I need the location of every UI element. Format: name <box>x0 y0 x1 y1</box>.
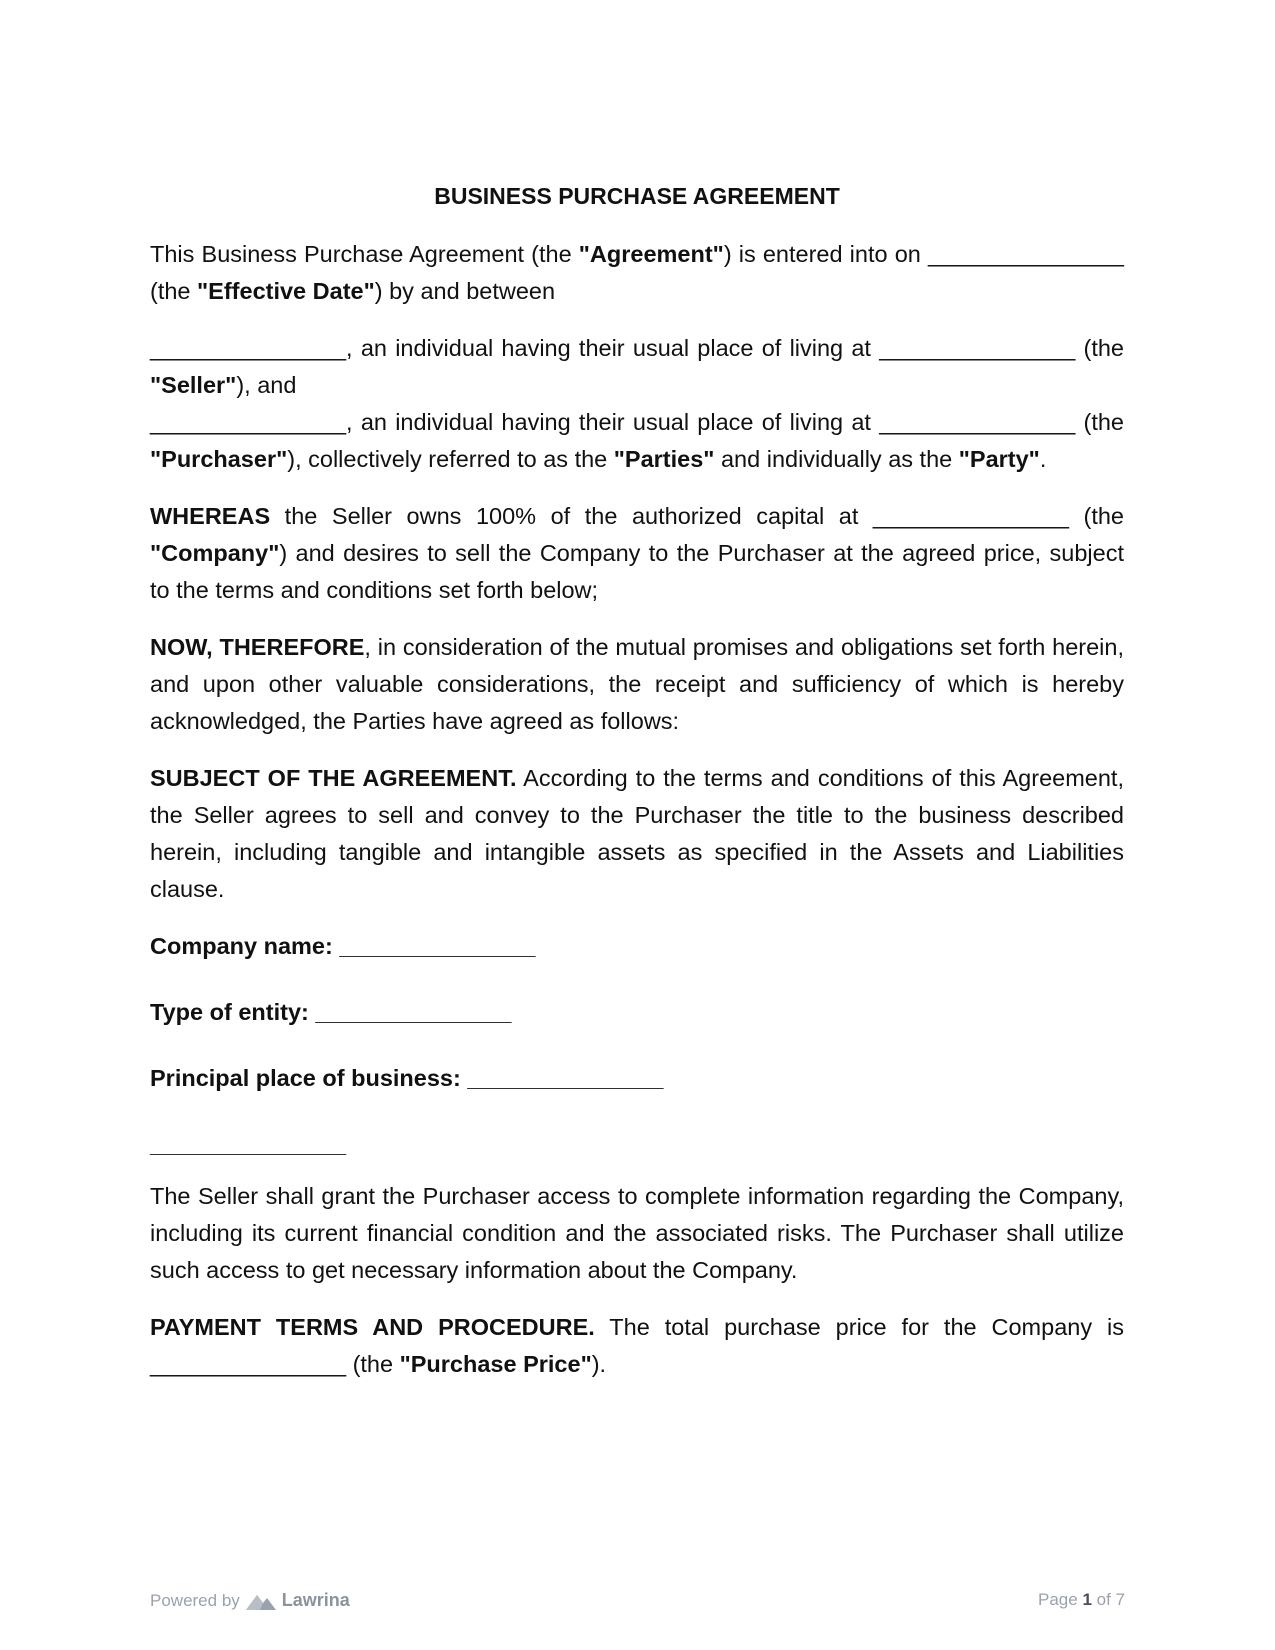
type-of-entity-field <box>150 994 1124 1031</box>
effective-date-term: "Effective Date" <box>197 278 375 304</box>
type-of-entity-label: Type of entity: <box>150 999 316 1025</box>
purchaser-term: "Purchaser" <box>150 446 288 472</box>
payment-text: The total purchase price for the Company is <box>594 1314 1124 1340</box>
payment-text: ). <box>591 1351 607 1377</box>
powered-by-footer <box>150 1590 350 1611</box>
principal-place-blank: _______________ <box>467 1065 664 1091</box>
parties-term: "Parties" <box>613 446 715 472</box>
purchaser-text: (the <box>1075 409 1125 435</box>
purchaser-name-blank: _______________ <box>150 409 347 435</box>
purchaser-text: . <box>1039 446 1047 472</box>
page-total: 7 <box>1115 1590 1125 1609</box>
page-of: of <box>1091 1590 1116 1609</box>
intro-text: (the <box>150 278 198 304</box>
seller-text: ), and <box>236 372 297 398</box>
seller-text: , an individual having their usual place of living at <box>346 335 880 361</box>
party-term: "Party" <box>958 446 1040 472</box>
whereas-heading: WHEREAS <box>150 503 271 529</box>
type-of-entity-blank: _______________ <box>315 999 512 1025</box>
whereas-paragraph <box>150 498 1124 609</box>
purchase-price-term: "Purchase Price" <box>399 1351 592 1377</box>
extra-field-blank: _______________ <box>150 1131 347 1157</box>
payment-text: (the <box>346 1351 400 1377</box>
seller-text: (the <box>1075 335 1125 361</box>
mountain-logo-icon <box>246 1592 276 1610</box>
page-current: 1 <box>1082 1590 1092 1609</box>
access-text: The Seller shall grant the Purchaser access to complete information regarding the Company, including its current financial condition and the associated risks. The Purchaser shall utilize such access to get necessary information about the Company. <box>150 1183 1124 1283</box>
page-label: Page <box>1038 1590 1083 1609</box>
seller-address-blank: _______________ <box>879 335 1076 361</box>
now-therefore-text: , in consideration of the mutual promises and obligations set forth herein, and upon other valuable considerations, the receipt and sufficiency of which is hereby acknowledged, the Parties have agreed as follows: <box>150 634 1124 734</box>
lawrina-brand: Lawrina <box>281 1590 350 1610</box>
company-name-label: Company name: <box>150 933 340 959</box>
agreement-term: "Agreement" <box>578 241 724 267</box>
effective-date-blank: _______________ <box>927 241 1124 267</box>
whereas-text: the Seller owns 100% of the authorized capital at <box>270 503 873 529</box>
access-paragraph <box>150 1178 1124 1289</box>
subject-heading: SUBJECT OF THE AGREEMENT. <box>150 765 517 791</box>
whereas-text: ) and desires to sell the Company to the Purchaser at the agreed price, subject to the terms and conditions set forth below; <box>150 540 1124 603</box>
now-therefore-paragraph <box>150 629 1124 740</box>
subject-paragraph <box>150 760 1124 908</box>
seller-term: "Seller" <box>150 372 237 398</box>
seller-paragraph <box>150 330 1124 404</box>
purchaser-text: and individually as the <box>714 446 959 472</box>
purchaser-address-blank: _______________ <box>879 409 1076 435</box>
payment-paragraph <box>150 1309 1124 1383</box>
intro-paragraph <box>150 236 1124 310</box>
now-therefore-heading: NOW, THEREFORE <box>150 634 365 660</box>
capital-blank: _______________ <box>872 503 1069 529</box>
powered-by-label: Powered by <box>150 1590 240 1610</box>
seller-name-blank: _______________ <box>150 335 347 361</box>
payment-heading: PAYMENT TERMS AND PROCEDURE. <box>150 1314 595 1340</box>
intro-text: ) by and between <box>374 278 556 304</box>
document-title: BUSINESS PURCHASE AGREEMENT <box>434 183 840 209</box>
intro-text: ) is entered into on <box>723 241 928 267</box>
document-body <box>150 180 1124 1403</box>
page-indicator <box>1038 1590 1125 1610</box>
intro-text: This Business Purchase Agreement (the <box>150 241 579 267</box>
purchaser-text: , an individual having their usual place of living at <box>346 409 880 435</box>
company-term: "Company" <box>150 540 280 566</box>
principal-place-field <box>150 1060 1124 1097</box>
purchase-price-blank: _______________ <box>150 1351 347 1377</box>
company-name-field <box>150 928 1124 965</box>
company-name-blank: _______________ <box>339 933 536 959</box>
principal-place-label: Principal place of business: <box>150 1065 468 1091</box>
purchaser-paragraph <box>150 404 1124 478</box>
whereas-text: (the <box>1068 503 1124 529</box>
subject-text: According to the terms and conditions of this Agreement, the Seller agrees to sell and convey to the Purchaser the title to the business described herein, including tangible and intangible assets as specified in the Assets and Liabilities clause. <box>150 765 1124 902</box>
purchaser-text: ), collectively referred to as the <box>287 446 614 472</box>
